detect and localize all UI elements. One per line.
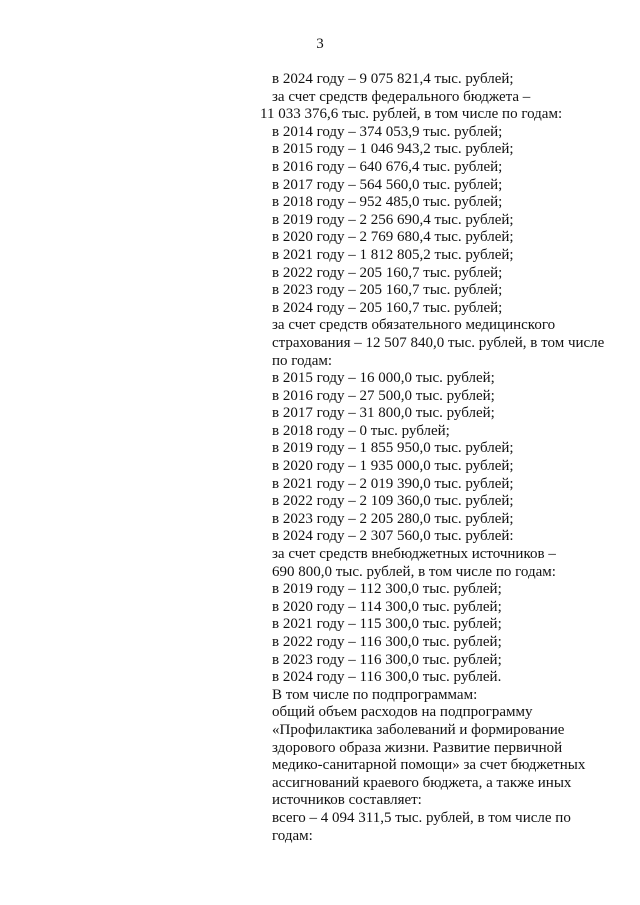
text-line: в 2015 году – 16 000,0 тыс. рублей; bbox=[272, 370, 495, 387]
text-line: «Профилактика заболеваний и формирование bbox=[272, 721, 565, 738]
text-line: в 2015 году – 1 046 943,2 тыс. рублей; bbox=[272, 141, 514, 158]
text-line: в 2024 году – 9 075 821,4 тыс. рублей; bbox=[272, 71, 514, 87]
text-line: по годам: bbox=[272, 352, 333, 369]
text-line: 690 800,0 тыс. рублей, в том числе по годам: bbox=[272, 563, 556, 580]
text-line: за счет средств федерального бюджета – bbox=[272, 88, 531, 105]
page-number: 3 bbox=[316, 36, 324, 52]
text-line: медико-санитарной помощи» за счет бюджетных bbox=[272, 757, 586, 774]
text-line: в 2023 году – 205 160,7 тыс. рублей; bbox=[272, 282, 503, 299]
text-line: общий объем расходов на подпрограмму bbox=[272, 704, 533, 721]
text-line: в 2022 году – 2 109 360,0 тыс. рублей; bbox=[272, 493, 514, 510]
text-line: в 2014 году – 374 053,9 тыс. рублей; bbox=[272, 123, 503, 140]
text-line: в 2020 году – 114 300,0 тыс. рублей; bbox=[272, 598, 502, 615]
text-line: в 2019 году – 1 855 950,0 тыс. рублей; bbox=[272, 440, 514, 457]
text-line: в 2020 году – 2 769 680,4 тыс. рублей; bbox=[272, 229, 514, 246]
text-line: в 2023 году – 116 300,0 тыс. рублей; bbox=[272, 651, 502, 668]
text-line: здорового образа жизни. Развитие первичной bbox=[272, 739, 563, 756]
text-line: за счет средств обязательного медицинского bbox=[272, 317, 556, 334]
text-line: ассигнований краевого бюджета, а также иных bbox=[272, 774, 572, 791]
text-line: в 2018 году – 0 тыс. рублей; bbox=[272, 422, 450, 439]
text-line: всего – 4 094 311,5 тыс. рублей, в том числе по bbox=[272, 809, 571, 826]
text-line: в 2019 году – 2 256 690,4 тыс. рублей; bbox=[272, 211, 514, 228]
text-line: в 2024 году – 116 300,0 тыс. рублей. bbox=[272, 669, 502, 686]
text-line: 11 033 376,6 тыс. рублей, в том числе по годам: bbox=[260, 106, 563, 123]
text-line: в 2021 году – 1 812 805,2 тыс. рублей; bbox=[272, 246, 514, 263]
text-line: в 2022 году – 116 300,0 тыс. рублей; bbox=[272, 634, 502, 650]
text-line: в 2017 году – 564 560,0 тыс. рублей; bbox=[272, 176, 503, 193]
document-body bbox=[260, 71, 612, 845]
text-line: в 2023 году – 2 205 280,0 тыс. рублей; bbox=[272, 510, 514, 527]
text-line: страхования – 12 507 840,0 тыс. рублей, в том числе bbox=[272, 334, 605, 351]
text-line: источников составляет: bbox=[272, 792, 422, 809]
text-line: в 2019 году – 112 300,0 тыс. рублей; bbox=[272, 581, 502, 598]
text-line: в 2018 году – 952 485,0 тыс. рублей; bbox=[272, 194, 503, 211]
text-line: в 2024 году – 205 160,7 тыс. рублей; bbox=[272, 299, 503, 316]
text-line: в 2021 году – 115 300,0 тыс. рублей; bbox=[272, 616, 502, 633]
text-line: в 2021 году – 2 019 390,0 тыс. рублей; bbox=[272, 475, 514, 492]
text-line: в 2016 году – 640 676,4 тыс. рублей; bbox=[272, 158, 503, 175]
text-line: годам: bbox=[272, 827, 313, 844]
text-line: за счет средств внебюджетных источников – bbox=[272, 546, 556, 563]
text-line: в 2020 году – 1 935 000,0 тыс. рублей; bbox=[272, 458, 514, 475]
text-line: В том числе по подпрограммам: bbox=[272, 686, 478, 703]
text-line: в 2024 году – 2 307 560,0 тыс. рублей: bbox=[272, 528, 514, 545]
text-line: в 2017 году – 31 800,0 тыс. рублей; bbox=[272, 405, 495, 422]
text-line: в 2016 году – 27 500,0 тыс. рублей; bbox=[272, 387, 495, 404]
text-line: в 2022 году – 205 160,7 тыс. рублей; bbox=[272, 264, 503, 281]
